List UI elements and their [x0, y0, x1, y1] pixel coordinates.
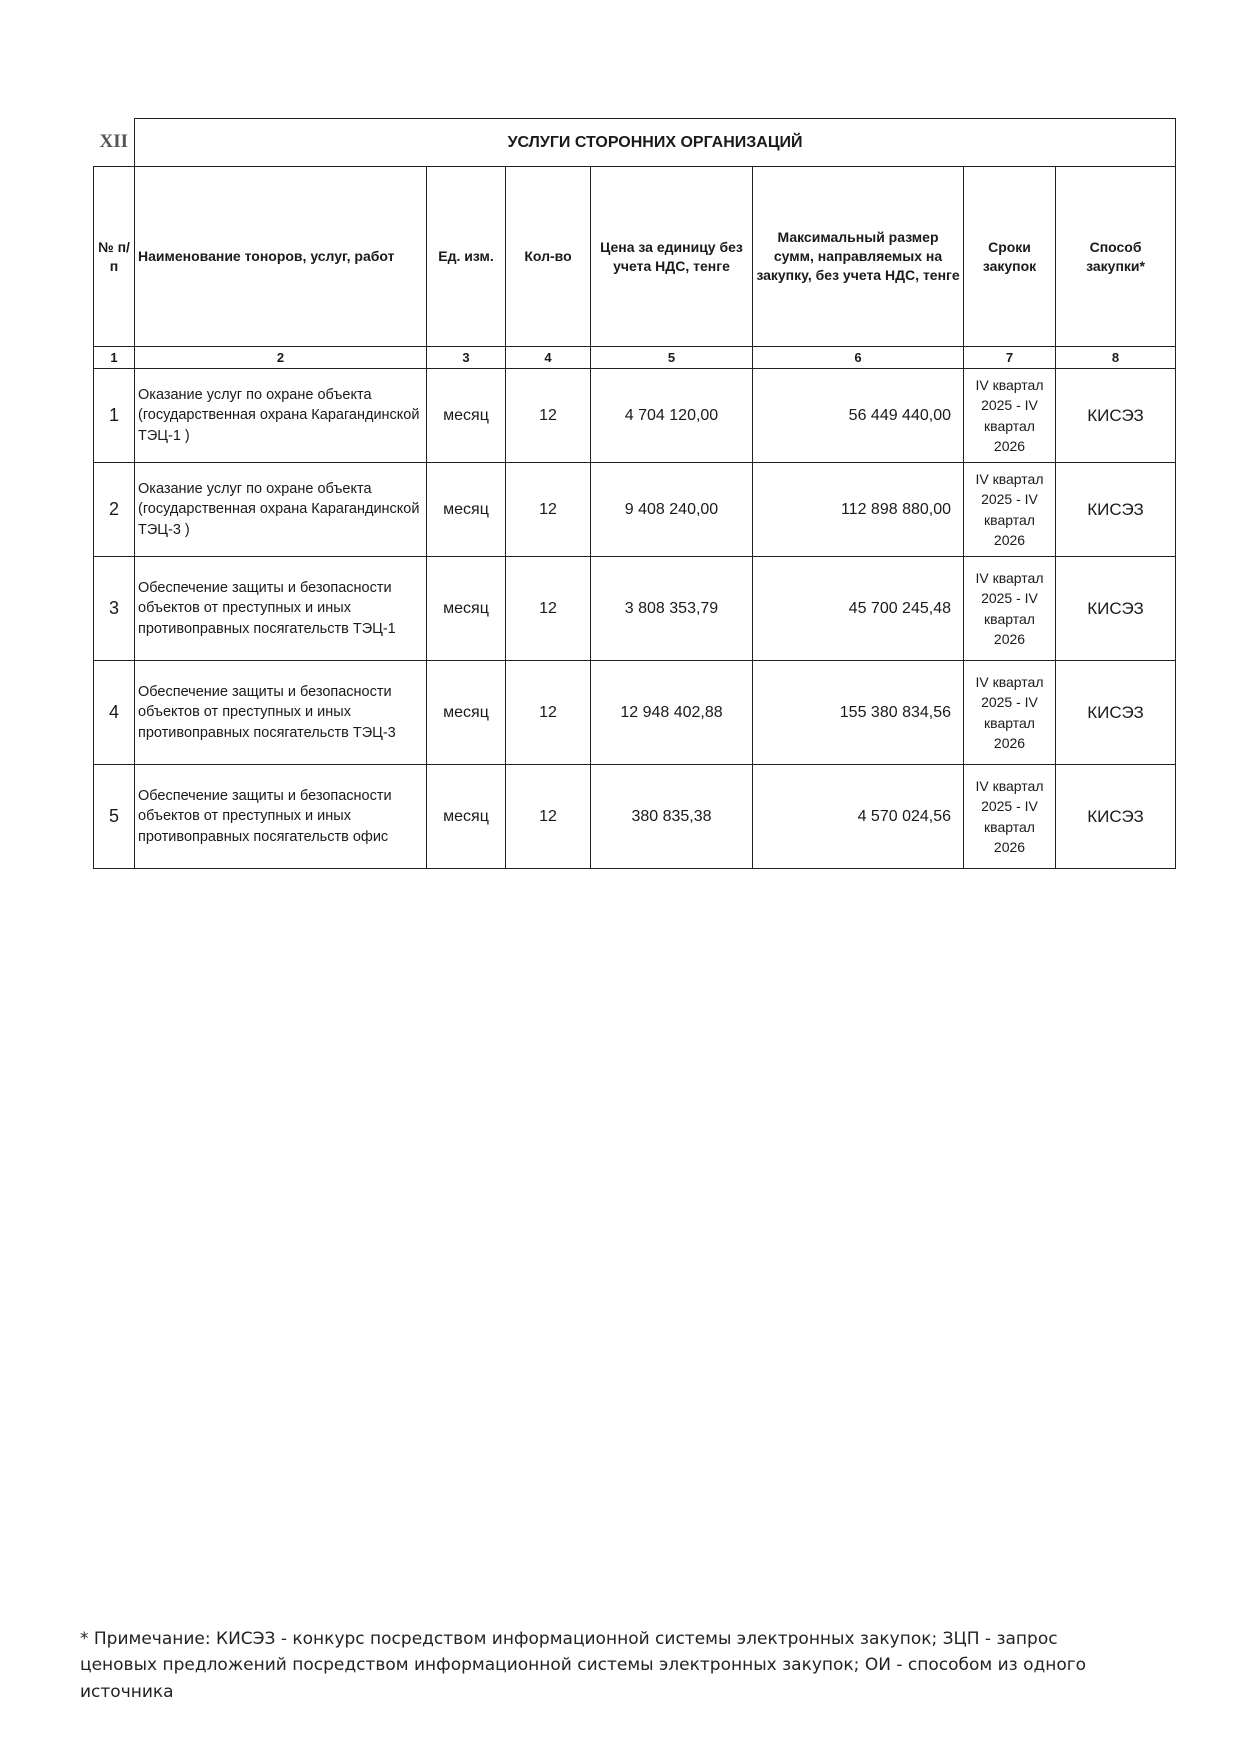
header-qty: Кол-во	[506, 167, 591, 347]
row-unit: месяц	[427, 765, 506, 869]
row-term: IV квартал 2025 - IV квартал 2026	[964, 661, 1056, 765]
section-row	[94, 119, 1176, 167]
row-max-sum: 45 700 245,48	[753, 557, 964, 661]
header-method: Способ закупки*	[1056, 167, 1176, 347]
row-price: 380 835,38	[591, 765, 753, 869]
column-index: 2	[135, 347, 427, 369]
row-number: 3	[94, 557, 135, 661]
row-method: КИСЭЗ	[1056, 369, 1176, 463]
column-index: 6	[753, 347, 964, 369]
row-max-sum: 155 380 834,56	[753, 661, 964, 765]
row-price: 4 704 120,00	[591, 369, 753, 463]
header-max-sum: Максимальный размер сумм, направляемых на закупку, без учета НДС, тенге	[753, 167, 964, 347]
row-name: Оказание услуг по охране объекта (государственная охрана Карагандинской ТЭЦ-3 )	[135, 463, 427, 557]
row-method: КИСЭЗ	[1056, 765, 1176, 869]
row-price: 12 948 402,88	[591, 661, 753, 765]
row-term: IV квартал 2025 - IV квартал 2026	[964, 369, 1056, 463]
row-name: Оказание услуг по охране объекта (государственная охрана Карагандинской ТЭЦ-1 )	[135, 369, 427, 463]
row-max-sum: 4 570 024,56	[753, 765, 964, 869]
column-index: 5	[591, 347, 753, 369]
row-number: 4	[94, 661, 135, 765]
row-number: 5	[94, 765, 135, 869]
row-term: IV квартал 2025 - IV квартал 2026	[964, 463, 1056, 557]
column-index: 7	[964, 347, 1056, 369]
column-index: 4	[506, 347, 591, 369]
row-method: КИСЭЗ	[1056, 557, 1176, 661]
row-term: IV квартал 2025 - IV квартал 2026	[964, 557, 1056, 661]
row-number: 1	[94, 369, 135, 463]
header-num: № п/п	[94, 167, 135, 347]
row-method: КИСЭЗ	[1056, 661, 1176, 765]
table-row	[94, 557, 1176, 661]
table-row	[94, 661, 1176, 765]
table-row	[94, 369, 1176, 463]
row-qty: 12	[506, 369, 591, 463]
row-number: 2	[94, 463, 135, 557]
row-qty: 12	[506, 661, 591, 765]
column-index: 1	[94, 347, 135, 369]
row-unit: месяц	[427, 369, 506, 463]
row-unit: месяц	[427, 661, 506, 765]
section-number: XII	[99, 131, 128, 153]
header-name: Наименование тоноров, услуг, работ	[135, 167, 427, 347]
column-index-row	[94, 347, 1176, 369]
column-index: 3	[427, 347, 506, 369]
row-unit: месяц	[427, 557, 506, 661]
row-name: Обеспечение защиты и безопасности объектов от преступных и иных противоправных посягательств ТЭЦ-3	[135, 661, 427, 765]
row-term: IV квартал 2025 - IV квартал 2026	[964, 765, 1056, 869]
procurement-table	[93, 118, 1176, 869]
row-qty: 12	[506, 557, 591, 661]
row-unit: месяц	[427, 463, 506, 557]
column-index: 8	[1056, 347, 1176, 369]
row-qty: 12	[506, 765, 591, 869]
row-method: КИСЭЗ	[1056, 463, 1176, 557]
row-name: Обеспечение защиты и безопасности объектов от преступных и иных противоправных посягательств ТЭЦ-1	[135, 557, 427, 661]
table-row	[94, 463, 1176, 557]
header-row	[94, 167, 1176, 347]
row-price: 9 408 240,00	[591, 463, 753, 557]
table-row	[94, 765, 1176, 869]
row-max-sum: 112 898 880,00	[753, 463, 964, 557]
section-title: УСЛУГИ СТОРОННИХ ОРГАНИЗАЦИЙ	[135, 119, 1176, 167]
header-price: Цена за единицу без учета НДС, тенге	[591, 167, 753, 347]
header-unit: Ед. изм.	[427, 167, 506, 347]
row-name: Обеспечение защиты и безопасности объектов от преступных и иных противоправных посягательств офис	[135, 765, 427, 869]
row-price: 3 808 353,79	[591, 557, 753, 661]
row-max-sum: 56 449 440,00	[753, 369, 964, 463]
header-term: Сроки закупок	[964, 167, 1056, 347]
row-qty: 12	[506, 463, 591, 557]
footnote: * Примечание: КИСЭЗ - конкурс посредством информационной системы электронных закупок; ЗЦП - запрос ценовых предложений посредством информационной системы электронных закупок; ОИ - способом из одного источника	[80, 1629, 1087, 1702]
